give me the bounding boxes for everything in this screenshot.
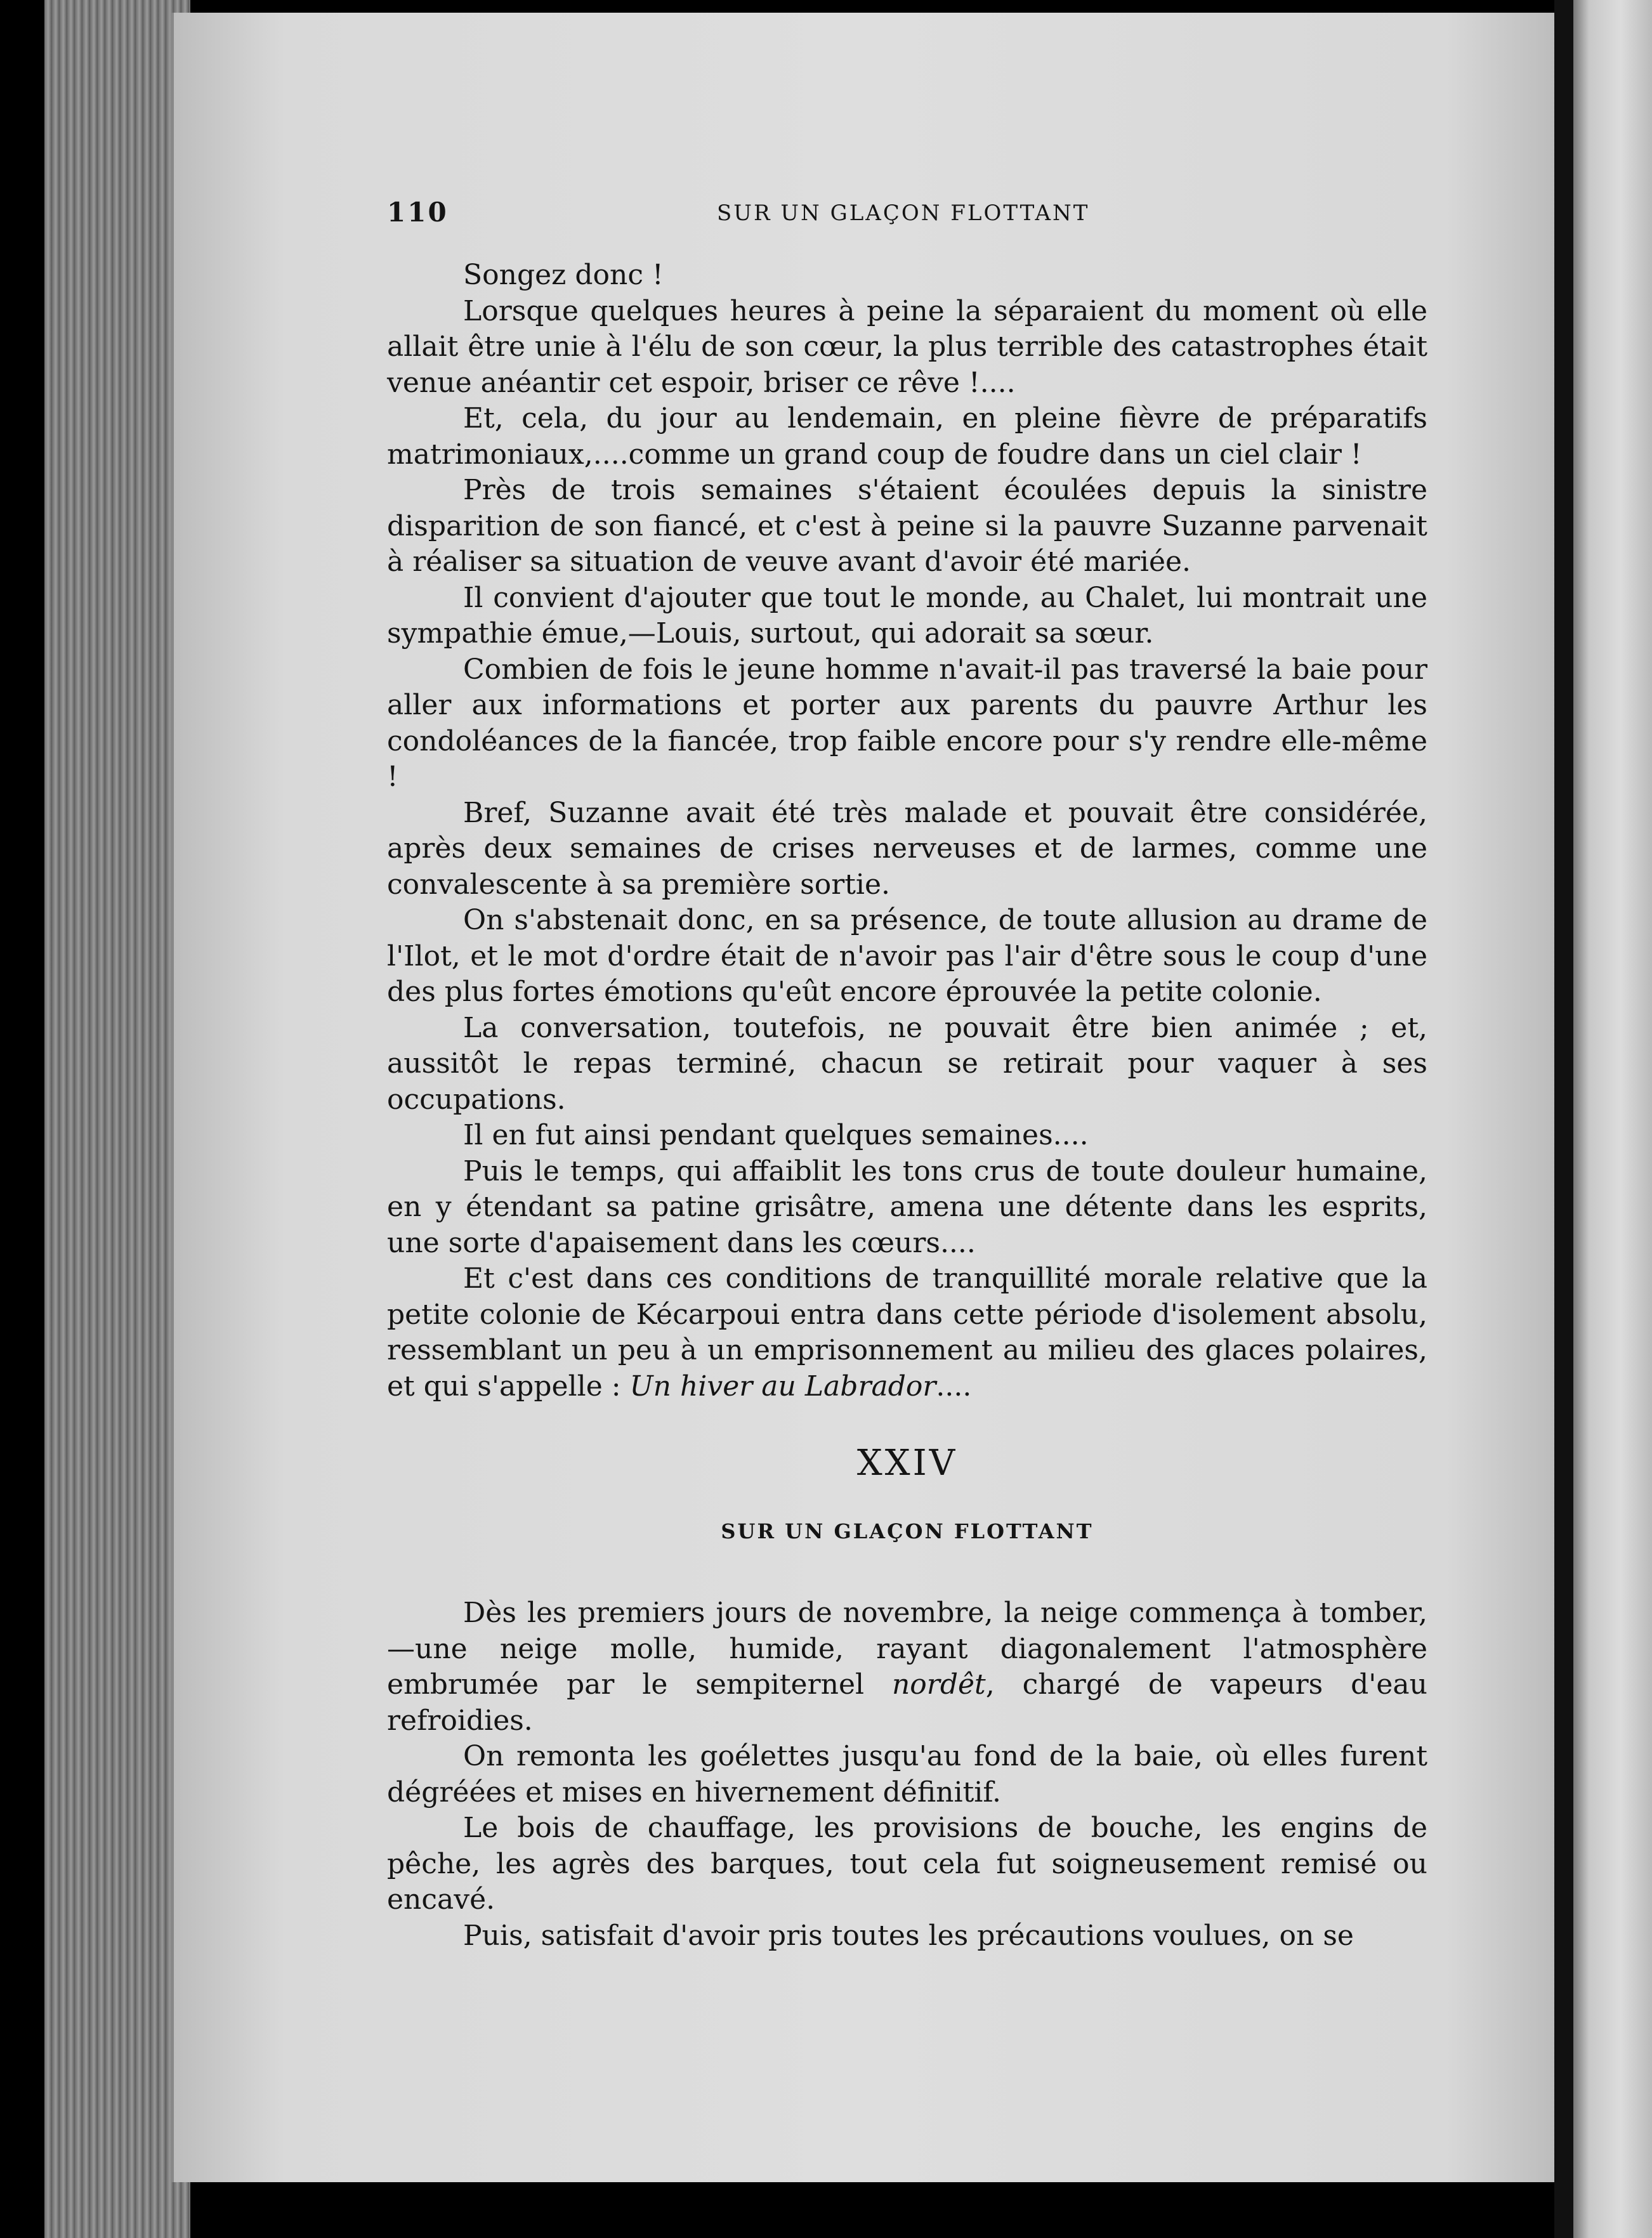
paragraph: Puis le temps, qui affaiblit les tons crus de toute douleur humaine, en y étendant sa patine grisâtre, amena une détente dans les esprits, une sorte d'apaisement dans les cœurs.... <box>387 1155 1427 1259</box>
paragraph: Bref, Suzanne avait été très malade et pouvait être considérée, après deux semaines de crises nerveuses et de larmes, comme une convalescente à sa première sortie. <box>387 796 1427 901</box>
paragraph: On s'abstenait donc, en sa présence, de toute allusion au drame de l'Ilot, et le mot d'ordre était de n'avoir pas l'air d'être sous le coup d'une des plus fortes émotions qu'eût encore éprouvée la petite colonie. <box>387 904 1427 1008</box>
facing-page-edge <box>1554 0 1652 2238</box>
paragraph: Songez donc ! <box>463 259 664 291</box>
page-text <box>387 197 1427 1954</box>
paragraph: Combien de fois le jeune homme n'avait-il pas traversé la baie pour aller aux informations et porter aux parents du pauvre Arthur les condoléances de la fiancée, trop faible encore pour s'y rendre elle-même ! <box>387 653 1427 793</box>
chapter-number: XXIV <box>856 1443 958 1484</box>
paragraph: Le bois de chauffage, les provisions de bouche, les engins de pêche, les agrès des barques, tout cela fut soigneusement remisé ou encavé. <box>387 1812 1427 1916</box>
paragraph: La conversation, toutefois, ne pouvait être bien animée ; et, aussitôt le repas terminé, chacun se retirait pour vaquer à ses occupations. <box>387 1011 1427 1116</box>
paragraph: On remonta les goélettes jusqu'au fond de la baie, où elles furent dégréées et mises en hivernement définitif. <box>387 1740 1427 1809</box>
paragraph: Et c'est dans ces conditions de tranquillité morale relative que la petite colonie de Kécarpoui entra dans cette période d'isolement absolu, ressemblant un peu à un emprisonnement au milieu des glaces polaires, et qui s'appelle : Un hiver au Labrador.... <box>387 1262 1427 1403</box>
paragraph: Et, cela, du jour au lendemain, en pleine fièvre de préparatifs matrimoniaux,....comme un grand coup de foudre dans un ciel clair ! <box>387 402 1427 471</box>
paragraph: Dès les premiers jours de novembre, la neige commença à tomber,—une neige molle, humide, rayant diagonalement l'atmosphère embrumée par le sempiternel nordêt, chargé de vapeurs d'eau refroidies. <box>387 1597 1427 1737</box>
paragraph: Il convient d'ajouter que tout le monde, au Chalet, lui montrait une sympathie émue,—Louis, surtout, qui adorait sa sœur. <box>387 581 1427 650</box>
paragraph: Il en fut ainsi pendant quelques semaines.... <box>463 1119 1089 1151</box>
running-header <box>387 197 1427 235</box>
paragraph: Puis, satisfait d'avoir pris toutes les précautions voulues, on se <box>463 1919 1354 1952</box>
paragraph: Près de trois semaines s'étaient écoulées depuis la sinistre disparition de son fiancé, et c'est à peine si la pauvre Suzanne parvenait à réaliser sa situation de veuve avant d'avoir été mariée. <box>387 474 1427 578</box>
paragraph: Lorsque quelques heures à peine la séparaient du moment où elle allait être unie à l'élu de son cœur, la plus terrible des catastrophes était venue anéantir cet espoir, briser ce rêve !.... <box>387 294 1427 399</box>
chapter-title: SUR UN GLAÇON FLOTTANT <box>721 1519 1094 1543</box>
book-page-edges <box>44 0 190 2238</box>
page-number: 110 <box>387 197 449 228</box>
running-title: SUR UN GLAÇON FLOTTANT <box>717 200 1090 226</box>
italic-word: nordêt <box>891 1668 986 1701</box>
book-title-italic: Un hiver au Labrador <box>629 1370 936 1403</box>
